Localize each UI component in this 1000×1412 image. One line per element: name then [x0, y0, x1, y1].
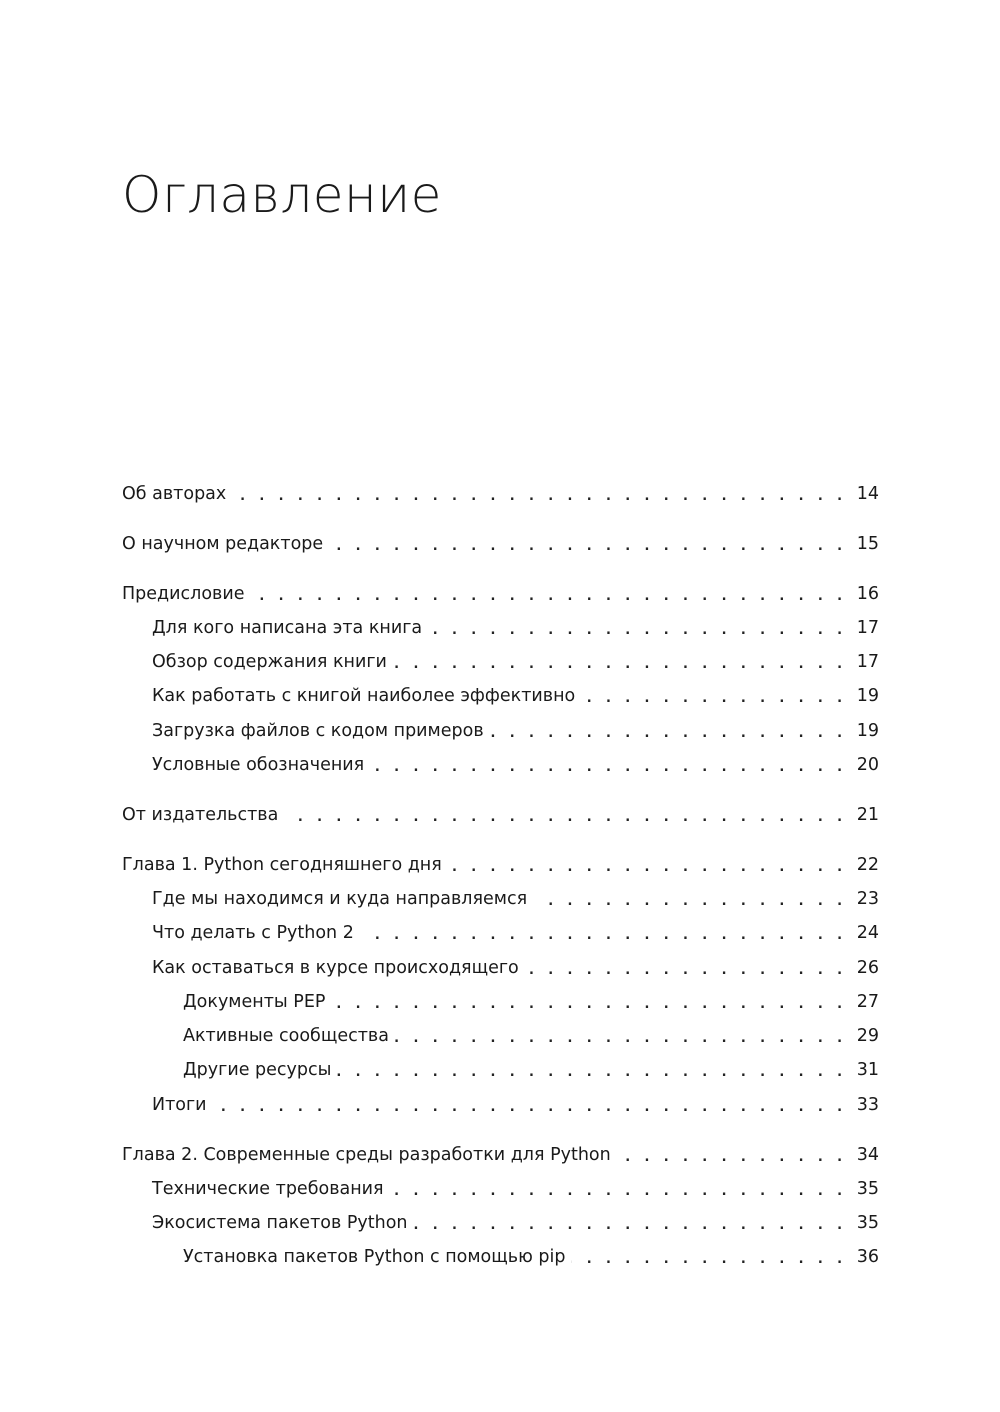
- toc-entry-title: Предисловие: [122, 584, 250, 604]
- toc-entry-title: Установка пакетов Python с помощью pip: [183, 1247, 571, 1267]
- toc-entry-title: Глава 2. Современные среды разработки для Python: [122, 1145, 617, 1165]
- toc-entry-title: Другие ресурсы: [183, 1060, 337, 1080]
- toc-entry[interactable]: [122, 652, 879, 686]
- dot-leader: [428, 622, 845, 640]
- dot-leader: [490, 725, 845, 743]
- toc-entry[interactable]: [122, 1213, 879, 1247]
- toc-entry[interactable]: [122, 1095, 879, 1129]
- toc-page-number: 26: [856, 957, 879, 978]
- toc-entry-title: Документы PEP: [183, 992, 331, 1012]
- toc-entry-title: Для кого написана эта книга: [152, 618, 428, 638]
- toc-entry-title: Условные обозначения: [152, 755, 370, 775]
- toc-entry-title: Что делать с Python 2: [152, 923, 360, 943]
- toc-entry[interactable]: [122, 534, 879, 568]
- dot-leader: [581, 690, 845, 708]
- dot-leader: [337, 1064, 845, 1082]
- toc-page-number: 24: [856, 923, 879, 944]
- dot-leader: [533, 893, 845, 911]
- toc-page-number: 36: [856, 1247, 879, 1268]
- toc-page-number: 23: [856, 888, 879, 909]
- toc-page-number: 19: [856, 686, 879, 707]
- dot-leader: [331, 996, 845, 1014]
- toc-page-number: 29: [856, 1026, 879, 1047]
- toc-page-number: 15: [856, 533, 879, 554]
- toc-entry[interactable]: [122, 923, 879, 957]
- dot-leader: [393, 656, 845, 674]
- toc-page-number: 20: [856, 755, 879, 776]
- toc-entry[interactable]: [122, 805, 879, 839]
- toc-entry[interactable]: [122, 755, 879, 789]
- toc-entry[interactable]: [122, 686, 879, 720]
- dot-leader: [448, 859, 845, 877]
- toc-page-number: 17: [856, 652, 879, 673]
- toc-entry-title: Где мы находимся и куда направляемся: [152, 889, 533, 909]
- dot-leader: [232, 488, 845, 506]
- toc-entry[interactable]: [122, 618, 879, 652]
- toc-page-number: 19: [856, 720, 879, 741]
- toc-page-number: 22: [856, 854, 879, 875]
- toc-page-number: 16: [856, 583, 879, 604]
- toc-entry[interactable]: [122, 1145, 879, 1179]
- toc-page-number: 34: [856, 1144, 879, 1165]
- toc-entry[interactable]: [122, 721, 879, 755]
- toc-entry-title: О научном редакторе: [122, 534, 329, 554]
- toc-entry[interactable]: [122, 889, 879, 923]
- dot-leader: [390, 1183, 845, 1201]
- toc-entry[interactable]: [122, 1026, 879, 1060]
- toc-entry-title: Загрузка файлов с кодом примеров: [152, 721, 490, 741]
- dot-leader: [395, 1030, 845, 1048]
- dot-leader: [370, 759, 845, 777]
- dot-leader: [284, 809, 845, 827]
- toc-entry-title: Технические требования: [152, 1179, 390, 1199]
- toc-entry-title: Активные сообщества: [183, 1026, 395, 1046]
- page-title: Оглавление: [122, 166, 442, 224]
- toc-entry-title: Обзор содержания книги: [152, 652, 393, 672]
- dot-leader: [525, 962, 845, 980]
- toc-page-number: 31: [856, 1060, 879, 1081]
- toc-entry[interactable]: [122, 484, 879, 518]
- dot-leader: [329, 538, 845, 556]
- toc-entry[interactable]: [122, 992, 879, 1026]
- toc-page-number: 21: [856, 804, 879, 825]
- toc-entry[interactable]: [122, 1060, 879, 1094]
- toc-page-number: 35: [856, 1178, 879, 1199]
- toc-entry[interactable]: [122, 1179, 879, 1213]
- toc-page-number: 33: [856, 1094, 879, 1115]
- toc-entry[interactable]: [122, 1247, 879, 1281]
- dot-leader: [213, 1099, 845, 1117]
- toc-entry-title: Глава 1. Python сегодняшнего дня: [122, 855, 448, 875]
- toc-page-number: 17: [856, 617, 879, 638]
- toc-page-number: 27: [856, 991, 879, 1012]
- toc-entry-title: От издательства: [122, 805, 284, 825]
- toc-page-number: 35: [856, 1213, 879, 1234]
- toc-entry[interactable]: [122, 584, 879, 618]
- table-of-contents: [122, 484, 879, 1282]
- dot-leader: [617, 1149, 845, 1167]
- dot-leader: [250, 588, 845, 606]
- toc-entry-title: Как работать с книгой наиболее эффективно: [152, 686, 581, 706]
- toc-entry-title: Итоги: [152, 1095, 213, 1115]
- toc-page-number: 14: [856, 484, 879, 504]
- dot-leader: [360, 927, 845, 945]
- dot-leader: [414, 1217, 845, 1235]
- toc-entry[interactable]: [122, 855, 879, 889]
- toc-entry[interactable]: [122, 958, 879, 992]
- dot-leader: [571, 1251, 845, 1269]
- toc-entry-title: Как оставаться в курсе происходящего: [152, 958, 525, 978]
- toc-entry-title: Об авторах: [122, 484, 232, 504]
- toc-entry-title: Экосистема пакетов Python: [152, 1213, 414, 1233]
